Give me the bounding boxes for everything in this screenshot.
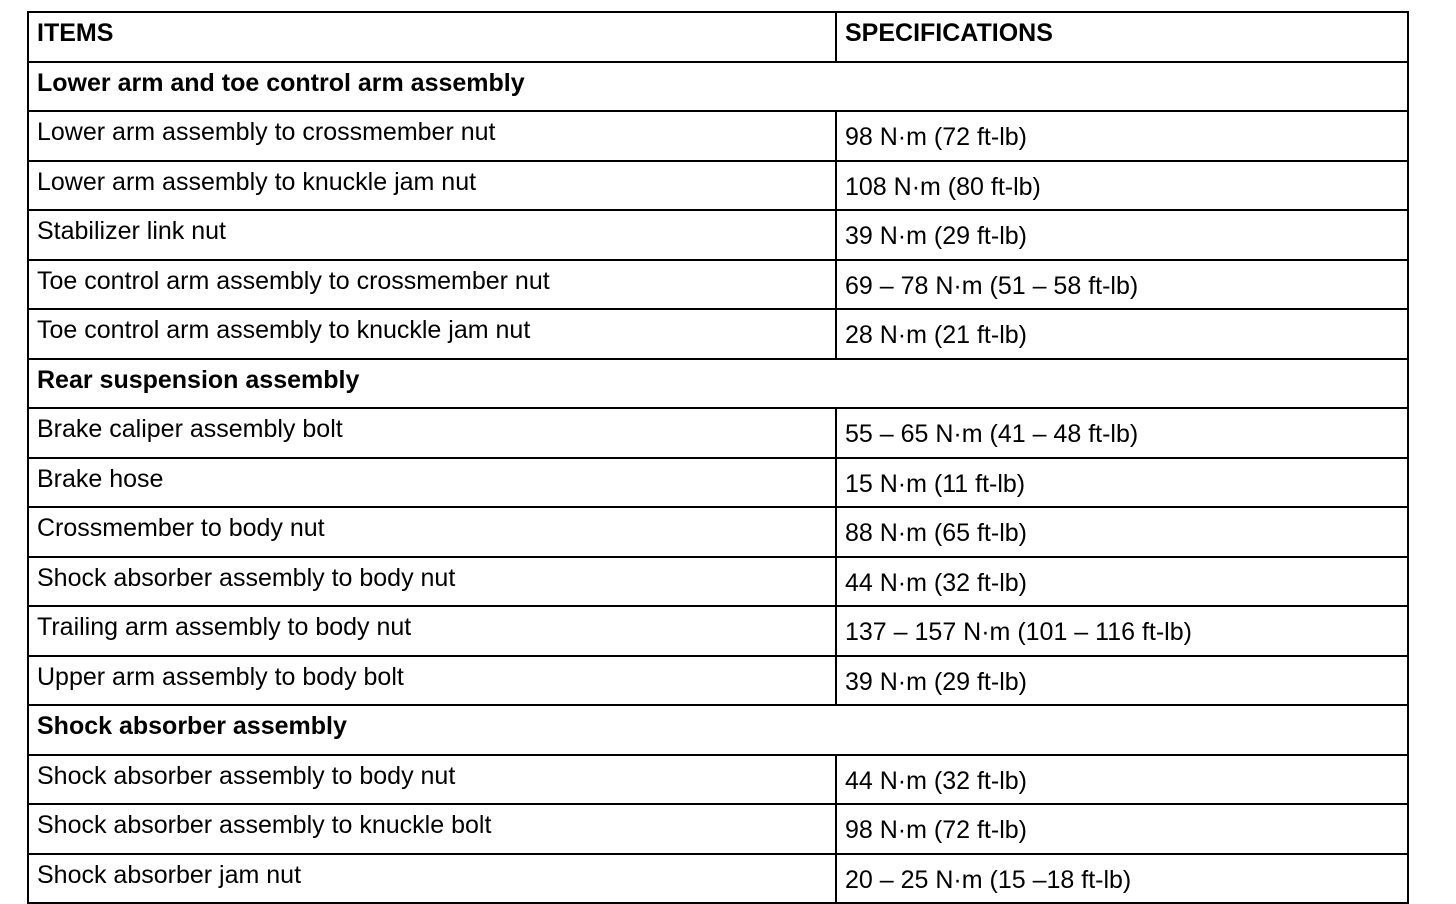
section-row <box>28 705 1408 755</box>
table-row <box>28 260 1408 310</box>
item-cell: Shock absorber assembly to body nut <box>28 755 836 805</box>
section-row <box>28 359 1408 409</box>
spec-cell: 15 N·m (11 ft-lb) <box>836 458 1408 508</box>
table-row <box>28 111 1408 161</box>
item-cell: Trailing arm assembly to body nut <box>28 606 836 656</box>
specifications-header: SPECIFICATIONS <box>836 12 1408 62</box>
spec-cell: 39 N·m (29 ft-lb) <box>836 210 1408 260</box>
table-row <box>28 507 1408 557</box>
section-title: Rear suspension assembly <box>28 359 1408 409</box>
spec-cell: 137 – 157 N·m (101 – 116 ft-lb) <box>836 606 1408 656</box>
spec-cell: 98 N·m (72 ft-lb) <box>836 111 1408 161</box>
item-cell: Toe control arm assembly to knuckle jam nut <box>28 309 836 359</box>
spec-cell: 55 – 65 N·m (41 – 48 ft-lb) <box>836 408 1408 458</box>
table-row <box>28 309 1408 359</box>
item-cell: Lower arm assembly to crossmember nut <box>28 111 836 161</box>
table-row <box>28 458 1408 508</box>
item-cell: Shock absorber assembly to body nut <box>28 557 836 607</box>
spec-cell: 69 – 78 N·m (51 – 58 ft-lb) <box>836 260 1408 310</box>
item-cell: Brake caliper assembly bolt <box>28 408 836 458</box>
item-cell: Upper arm assembly to body bolt <box>28 656 836 706</box>
item-cell: Shock absorber assembly to knuckle bolt <box>28 804 836 854</box>
items-header: ITEMS <box>28 12 836 62</box>
table-row <box>28 656 1408 706</box>
item-cell: Crossmember to body nut <box>28 507 836 557</box>
torque-spec-table <box>27 11 1409 904</box>
item-cell: Lower arm assembly to knuckle jam nut <box>28 161 836 211</box>
item-cell: Shock absorber jam nut <box>28 854 836 904</box>
table-row <box>28 557 1408 607</box>
section-title: Lower arm and toe control arm assembly <box>28 62 1408 112</box>
spec-cell: 98 N·m (72 ft-lb) <box>836 804 1408 854</box>
spec-cell: 88 N·m (65 ft-lb) <box>836 507 1408 557</box>
table-row <box>28 804 1408 854</box>
table-row <box>28 210 1408 260</box>
item-cell: Brake hose <box>28 458 836 508</box>
spec-cell: 44 N·m (32 ft-lb) <box>836 755 1408 805</box>
spec-cell: 39 N·m (29 ft-lb) <box>836 656 1408 706</box>
item-cell: Stabilizer link nut <box>28 210 836 260</box>
table-row <box>28 755 1408 805</box>
spec-cell: 20 – 25 N·m (15 –18 ft-lb) <box>836 854 1408 904</box>
spec-cell: 108 N·m (80 ft-lb) <box>836 161 1408 211</box>
spec-table-body <box>28 12 1408 903</box>
section-row <box>28 62 1408 112</box>
table-row <box>28 606 1408 656</box>
spec-cell: 28 N·m (21 ft-lb) <box>836 309 1408 359</box>
table-row <box>28 408 1408 458</box>
table-row <box>28 854 1408 904</box>
item-cell: Toe control arm assembly to crossmember nut <box>28 260 836 310</box>
section-title: Shock absorber assembly <box>28 705 1408 755</box>
table-row <box>28 161 1408 211</box>
header-row <box>28 12 1408 62</box>
spec-cell: 44 N·m (32 ft-lb) <box>836 557 1408 607</box>
